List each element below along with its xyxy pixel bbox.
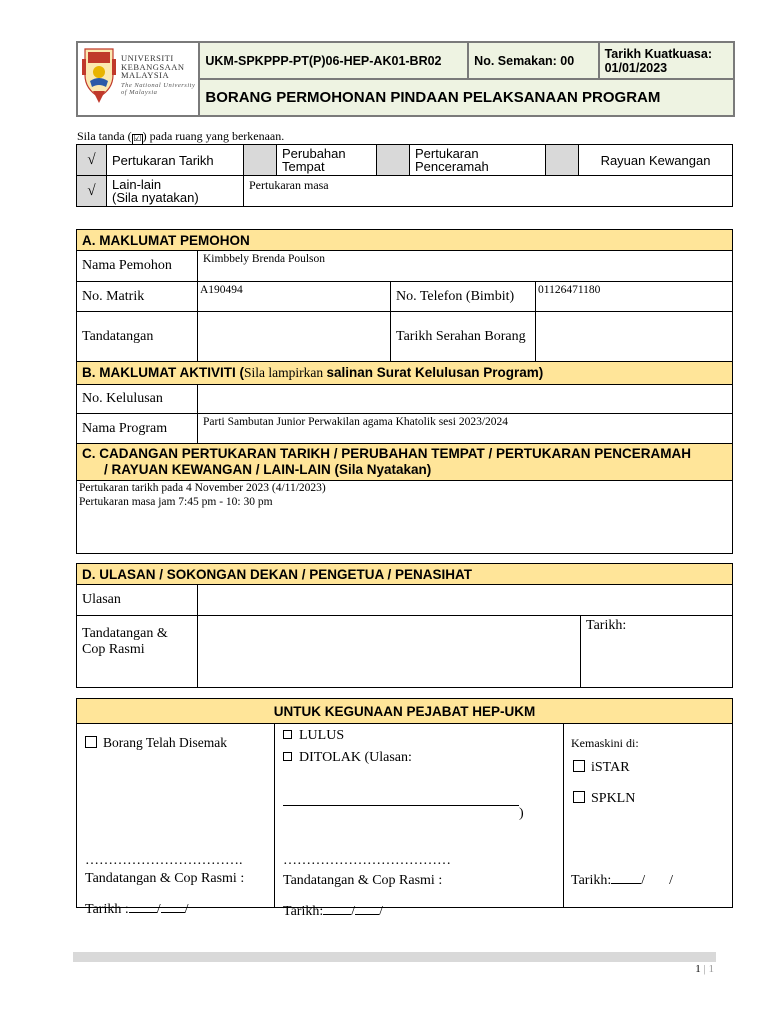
update-date[interactable]: Tarikh: / / — [571, 873, 674, 888]
approved-label: LULUS — [299, 728, 345, 743]
office-sign-label: Tandatangan & Cop Rasmi : — [85, 871, 245, 886]
program-name-label: Nama Program — [77, 414, 198, 444]
effective-date — [599, 42, 734, 79]
signature-label: Tandatangan — [77, 312, 198, 362]
document-code: UKM-SPKPPP-PT(P)06-HEP-AK01-BR02 — [199, 42, 468, 79]
update-date-label: Tarikh: — [571, 873, 612, 888]
rejected-checkbox[interactable] — [283, 752, 292, 761]
page-current: 1 — [695, 963, 701, 975]
ukm-logo — [77, 42, 199, 116]
section-d-title: D. ULASAN / SOKONGAN DEKAN / PENGETUA / PENASIHAT — [77, 564, 733, 585]
office-check-cell — [77, 724, 275, 917]
dean-signature-label-1: Tandatangan & — [82, 626, 168, 641]
form-checked-label: Borang Telah Disemak — [103, 735, 228, 750]
approved-checkbox[interactable] — [283, 730, 292, 739]
matric-number-field[interactable]: A190494 — [198, 282, 391, 312]
decision-date-label: Tarikh: — [283, 904, 324, 919]
option-checkbox-finance[interactable] — [546, 145, 579, 176]
section-c-title — [77, 444, 733, 481]
applicant-name-field[interactable]: Kimbbely Brenda Poulson — [198, 251, 733, 282]
instruction-before: Sila tanda ( — [77, 129, 132, 143]
approval-number-label: No. Kelulusan — [77, 385, 198, 414]
decision-sign-dots: ……………………………… — [283, 853, 451, 868]
request-type-table — [76, 144, 733, 207]
form-header — [76, 41, 735, 117]
option-checkbox-venue[interactable] — [244, 145, 277, 176]
decision-sign-label: Tandatangan & Cop Rasmi : — [283, 873, 443, 888]
phone-number-label: No. Telefon (Bimbit) — [391, 282, 536, 312]
main-form-table — [76, 229, 733, 554]
section-b-title-main: B. MAKLUMAT AKTIVITI ( — [82, 365, 244, 380]
revision-number: No. Semakan: 00 — [468, 42, 598, 79]
logo-text-3: MALAYSIA — [121, 70, 170, 80]
section-d-table — [76, 563, 733, 688]
section-b-title-bold: salinan Surat Kelulusan Program) — [326, 365, 544, 380]
proposal-line-1: Pertukaran tarikh pada 4 November 2023 (4/11/2023) — [79, 482, 326, 494]
option-label-venue: Perubahan Tempat — [277, 145, 377, 176]
proposal-line-2: Pertukaran masa jam 7:45 pm - 10: 30 pm — [79, 496, 273, 508]
section-a-title: A. MAKLUMAT PEMOHON — [77, 230, 733, 251]
dean-signature-label-2: Cop Rasmi — [82, 642, 145, 657]
checked-box-icon: ☑ — [133, 134, 142, 144]
option-other-label: Lain-lain — [112, 177, 162, 192]
instruction-after: ) pada ruang yang berkenaan. — [142, 129, 285, 143]
approval-number-field[interactable] — [198, 385, 733, 414]
rejection-comment-line[interactable] — [283, 805, 519, 806]
office-date[interactable]: Tarikh : / / — [85, 902, 189, 917]
dean-signature-field[interactable] — [198, 616, 581, 688]
page-total: 1 — [708, 963, 714, 975]
office-update-cell — [564, 724, 733, 908]
update-label: Kemaskini di: — [571, 736, 639, 750]
office-sign-dots: ……………………………. — [85, 853, 243, 868]
office-date-label: Tarikh : — [85, 902, 129, 917]
option-label-date: Pertukaran Tarikh — [107, 145, 244, 176]
submit-date-label: Tarikh Serahan Borang — [391, 312, 536, 362]
logo-tagline-1: The National University — [121, 81, 196, 89]
istar-label: iSTAR — [591, 760, 630, 775]
matric-number-label: No. Matrik — [77, 282, 198, 312]
logo-text-1: UNIVERSITI — [121, 53, 174, 63]
section-b-title — [77, 362, 733, 385]
rejection-close-paren: ) — [519, 806, 524, 821]
option-other-value[interactable]: Pertukaran masa — [244, 176, 733, 207]
option-checkbox-speaker[interactable] — [377, 145, 410, 176]
section-c-title-line2: / RAYUAN KEWANGAN / LAIN-LAIN (Sila Nyatakan) — [104, 462, 432, 477]
option-label-finance: Rayuan Kewangan — [579, 145, 733, 176]
dean-signature-label — [77, 616, 198, 688]
section-c-title-line1: C. CADANGAN PERTUKARAN TARIKH / PERUBAHAN TEMPAT / PERTUKARAN PENCERAMAH — [82, 446, 691, 461]
option-checkbox-date[interactable]: √ — [77, 145, 107, 176]
spkln-checkbox[interactable] — [573, 791, 585, 803]
option-label-speaker: Pertukaran Penceramah — [410, 145, 546, 176]
program-name-field[interactable]: Parti Sambutan Junior Perwakilan agama Khatolik sesi 2023/2024 — [198, 414, 733, 444]
submit-date-field[interactable] — [536, 312, 733, 362]
spkln-label: SPKLN — [591, 791, 636, 806]
option-other-sub: (Sila nyatakan) — [112, 190, 199, 205]
option-label-other — [107, 176, 244, 207]
office-use-table — [76, 698, 733, 919]
form-title: BORANG PERMOHONAN PINDAAN PELAKSANAAN PROGRAM — [199, 79, 734, 116]
effective-date-value: 01/01/2023 — [604, 60, 668, 75]
proposal-details-field[interactable] — [77, 481, 733, 554]
review-label: Ulasan — [77, 585, 198, 616]
logo-text-2: KEBANGSAAN — [121, 61, 185, 72]
logo-tagline-2: of Malaysia — [121, 88, 158, 96]
dean-date-label: Tarikh: — [586, 618, 627, 633]
istar-checkbox[interactable] — [573, 760, 585, 772]
office-use-title: UNTUK KEGUNAAN PEJABAT HEP-UKM — [77, 699, 733, 724]
signature-field[interactable] — [198, 312, 391, 362]
applicant-name-label: Nama Pemohon — [77, 251, 198, 282]
option-checkbox-other[interactable]: √ — [77, 176, 107, 207]
review-field[interactable] — [198, 585, 733, 616]
page-number — [695, 963, 714, 975]
effective-date-label: Tarikh Kuatkuasa: — [604, 46, 713, 61]
office-decision-cell — [275, 724, 564, 919]
footer-bar — [73, 952, 716, 962]
rejected-label: DITOLAK (Ulasan: — [299, 750, 412, 765]
decision-date[interactable]: Tarikh: / / — [283, 904, 384, 919]
form-checked-checkbox[interactable] — [85, 736, 97, 748]
page-separator: | — [700, 963, 709, 975]
dean-date-field[interactable] — [581, 616, 733, 688]
phone-number-field[interactable]: 01126471180 — [536, 282, 733, 312]
instruction-text — [77, 129, 284, 145]
section-b-title-note: Sila lampirkan — [243, 365, 327, 380]
